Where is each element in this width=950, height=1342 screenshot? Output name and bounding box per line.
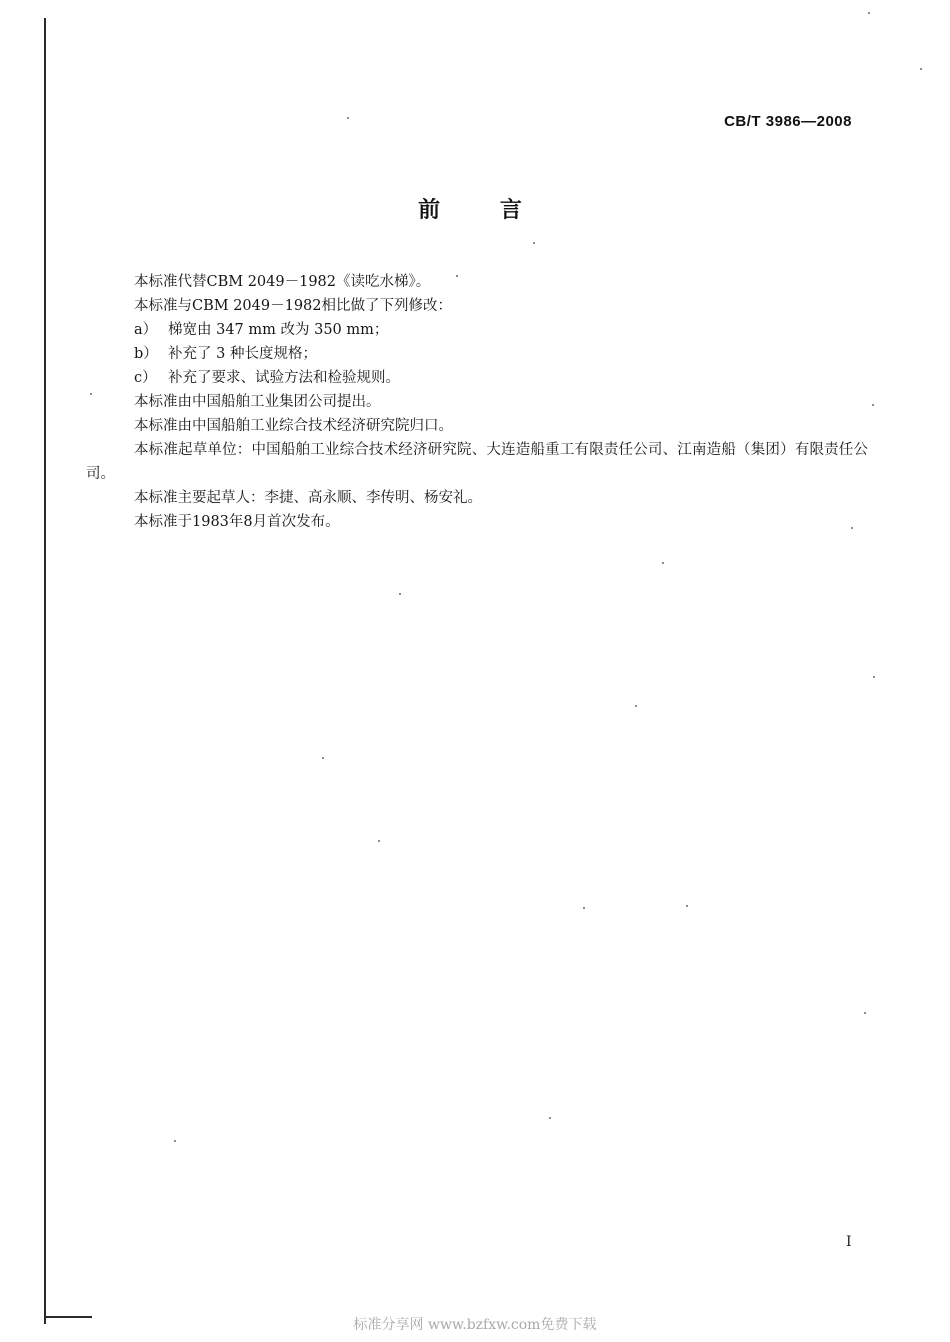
paragraph: 本标准主要起草人：李捷、高永顺、李传明、杨安礼。 bbox=[134, 490, 482, 506]
scan-speck bbox=[378, 840, 380, 842]
scan-speck bbox=[583, 907, 585, 909]
scan-speck bbox=[635, 705, 637, 707]
list-item-label: b） bbox=[134, 346, 158, 362]
list-item bbox=[86, 342, 868, 366]
standard-code: CB/T 3986—2008 bbox=[724, 113, 852, 130]
preface-body bbox=[86, 270, 868, 534]
paragraph: 本标准由中国船舶工业综合技术经济研究院归口。 bbox=[134, 418, 453, 434]
page-title: 前 言 bbox=[418, 198, 548, 223]
list-item bbox=[86, 318, 868, 342]
scan-speck bbox=[868, 12, 870, 14]
scan-speck bbox=[399, 593, 401, 595]
scan-speck bbox=[864, 1012, 866, 1014]
watermark-text: 标准分享网 www.bzfxw.com免费下载 bbox=[353, 1317, 597, 1333]
list-item-text: 补充了 3 种长度规格； bbox=[168, 346, 317, 362]
paragraph: 本标准于1983年8月首次发布。 bbox=[134, 514, 340, 530]
paragraph: 本标准起草单位：中国船舶工业综合技术经济研究院、大连造船重工有限责任公司、江南造船（集团）有限责任公司。 bbox=[86, 442, 868, 482]
list-item-text: 补充了要求、试验方法和检验规则。 bbox=[168, 370, 400, 386]
list-item-label: a） bbox=[134, 322, 158, 338]
scan-speck bbox=[322, 757, 324, 759]
scan-speck bbox=[662, 562, 664, 564]
scan-speck bbox=[174, 1140, 176, 1142]
paragraph: 本标准与CBM 2049－1982相比做了下列修改： bbox=[134, 298, 453, 314]
scan-speck bbox=[347, 117, 349, 119]
list-item-text: 梯宽由 347 mm 改为 350 mm； bbox=[168, 322, 389, 338]
scan-speck bbox=[533, 242, 535, 244]
scan-speck bbox=[873, 676, 875, 678]
paragraph: 本标准代替CBM 2049－1982《读吃水梯》。 bbox=[134, 274, 431, 290]
scan-speck bbox=[872, 404, 874, 406]
page-number: I bbox=[846, 1234, 852, 1250]
list-item bbox=[86, 366, 868, 390]
list-item-label: c） bbox=[134, 370, 157, 386]
scan-speck bbox=[920, 68, 922, 70]
paragraph: 本标准由中国船舶工业集团公司提出。 bbox=[134, 394, 381, 410]
scan-speck bbox=[549, 1117, 551, 1119]
scan-speck bbox=[686, 905, 688, 907]
